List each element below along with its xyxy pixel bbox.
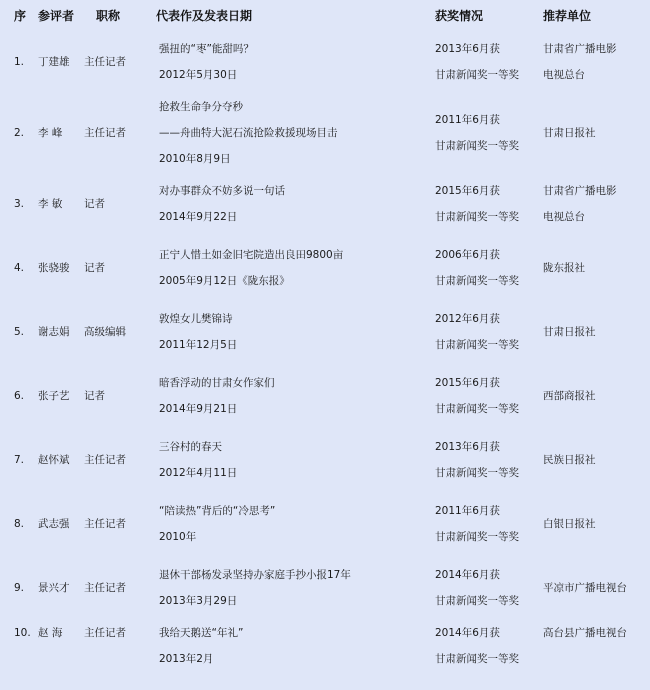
representative-work-line: ——舟曲特大泥石流抢险救援现场目击: [159, 127, 338, 139]
row-number: 4.: [14, 262, 25, 274]
header-job-title: 职称: [96, 8, 121, 23]
table-row: [0, 428, 650, 492]
job-title: 主任记者: [84, 127, 126, 139]
job-title: 主任记者: [84, 627, 126, 639]
recommending-unit-line: 陇东报社: [543, 262, 585, 274]
recommending-unit-line: 平凉市广播电视台: [543, 582, 627, 594]
award-info: [428, 556, 536, 620]
award-info-line: 甘肃新闻奖一等奖: [435, 403, 519, 415]
job-title: 记者: [84, 390, 105, 402]
job-title: 记者: [84, 198, 105, 210]
table-row: [0, 364, 650, 428]
representative-work-line: 正宁人惜土如金旧宅院造出良田9800亩: [159, 249, 344, 261]
recommending-unit-line: 甘肃省广播电影: [543, 43, 617, 55]
award-info: [428, 172, 536, 236]
recommending-unit: [536, 300, 650, 364]
row-number: 5.: [14, 326, 25, 338]
recommending-unit-line: 电视总台: [543, 211, 585, 223]
header-number: 序: [14, 8, 27, 23]
nominee-name: 丁建雄: [38, 56, 70, 68]
representative-work: [152, 172, 428, 236]
nominee-name: 赵 海: [38, 627, 63, 639]
award-info-line: 2014年6月获: [435, 569, 500, 581]
award-info-line: 甘肃新闻奖一等奖: [435, 211, 519, 223]
award-info: [428, 620, 536, 672]
table-row: [0, 620, 650, 672]
award-info-line: 2013年6月获: [435, 441, 500, 453]
recommending-unit-line: 白银日报社: [543, 518, 596, 530]
representative-work: [152, 556, 428, 620]
header-nominee: 参评者: [38, 8, 75, 23]
award-info: [428, 236, 536, 300]
award-info-line: 2011年6月获: [435, 114, 500, 126]
representative-work-line: 三谷村的春天: [159, 441, 222, 453]
nominee-name: 张骁骏: [38, 262, 70, 274]
nominee-name: 赵怀斌: [38, 454, 70, 466]
representative-work-line: 强扭的“枣”能甜吗？: [159, 43, 254, 55]
representative-work-line: 2012年4月11日: [159, 467, 238, 479]
award-info-line: 2011年6月获: [435, 505, 500, 517]
recommending-unit: [536, 620, 650, 672]
award-info-line: 2014年6月获: [435, 627, 500, 639]
award-info-line: 2015年6月获: [435, 185, 500, 197]
award-info-line: 2013年6月获: [435, 43, 500, 55]
table-header-row: [0, 0, 650, 30]
nominee-name: 谢志娟: [38, 326, 70, 338]
representative-work-line: 2013年3月29日: [159, 595, 238, 607]
representative-work: [152, 94, 428, 172]
recommending-unit-line: 民族日报社: [543, 454, 596, 466]
row-number: 1.: [14, 56, 25, 68]
recommending-unit-line: 西部商报社: [543, 390, 596, 402]
award-info-line: 2012年6月获: [435, 313, 500, 325]
table-row: [0, 94, 650, 172]
nominee-name: 景兴才: [38, 582, 70, 594]
job-title: 记者: [84, 262, 105, 274]
representative-work-line: 2013年2月: [159, 653, 214, 665]
award-info: [428, 30, 536, 94]
nominee-name: 武志强: [38, 518, 70, 530]
representative-work-line: 敦煌女儿樊锦诗: [159, 313, 233, 325]
recommending-unit: [536, 556, 650, 620]
representative-work-line: 对办事群众不妨多说一句话: [159, 185, 285, 197]
award-info-line: 甘肃新闻奖一等奖: [435, 595, 519, 607]
representative-work-line: 2012年5月30日: [159, 69, 238, 81]
award-info-line: 2006年6月获: [435, 249, 500, 261]
recommending-unit-line: 甘肃省广播电影: [543, 185, 617, 197]
representative-work: [152, 428, 428, 492]
job-title: 高级编辑: [84, 326, 126, 338]
row-number: 2.: [14, 127, 25, 139]
representative-work: [152, 492, 428, 556]
representative-work-line: 我给天鹅送“年礼”: [159, 627, 244, 639]
award-info-line: 甘肃新闻奖一等奖: [435, 467, 519, 479]
award-info-line: 甘肃新闻奖一等奖: [435, 339, 519, 351]
job-title: 主任记者: [84, 582, 126, 594]
row-number: 9.: [14, 582, 25, 594]
representative-work-line: 退休干部杨发录坚持办家庭手抄小报17年: [159, 569, 351, 581]
recommending-unit: [536, 236, 650, 300]
recommending-unit: [536, 172, 650, 236]
award-info-line: 甘肃新闻奖一等奖: [435, 653, 519, 665]
recommending-unit: [536, 94, 650, 172]
header-unit: 推荐单位: [543, 8, 592, 23]
award-info: [428, 428, 536, 492]
award-info-line: 甘肃新闻奖一等奖: [435, 69, 519, 81]
row-number: 3.: [14, 198, 25, 210]
row-number: 6.: [14, 390, 25, 402]
row-number: 7.: [14, 454, 25, 466]
representative-work-line: 暗香浮动的甘肃女作家们: [159, 377, 275, 389]
representative-work: [152, 30, 428, 94]
award-info: [428, 300, 536, 364]
recommending-unit-line: 电视总台: [543, 69, 585, 81]
row-number: 10.: [14, 627, 31, 639]
representative-work: [152, 620, 428, 672]
representative-work-line: 2011年12月5日: [159, 339, 238, 351]
award-info: [428, 364, 536, 428]
representative-work: [152, 364, 428, 428]
representative-work-line: 2010年: [159, 531, 197, 543]
award-info-line: 甘肃新闻奖一等奖: [435, 531, 519, 543]
recommending-unit-line: 甘肃日报社: [543, 127, 596, 139]
row-number: 8.: [14, 518, 25, 530]
table-row: [0, 556, 650, 620]
recommending-unit: [536, 30, 650, 94]
representative-work-line: 2014年9月22日: [159, 211, 238, 223]
representative-work-line: “陪读热”背后的“冷思考”: [159, 505, 276, 517]
header-work: 代表作及发表日期: [156, 8, 253, 23]
job-title: 主任记者: [84, 454, 126, 466]
award-info-line: 甘肃新闻奖一等奖: [435, 275, 519, 287]
header-award: 获奖情况: [435, 8, 484, 23]
representative-work-line: 2005年9月12日《陇东报》: [159, 275, 290, 287]
award-info-line: 2015年6月获: [435, 377, 500, 389]
nominee-name: 张子艺: [38, 390, 70, 402]
award-info-line: 甘肃新闻奖一等奖: [435, 140, 519, 152]
recommending-unit: [536, 364, 650, 428]
table-row: [0, 30, 650, 94]
representative-work: [152, 236, 428, 300]
table-row: [0, 236, 650, 300]
job-title: 主任记者: [84, 518, 126, 530]
representative-work-line: 抢救生命争分夺秒: [159, 101, 243, 113]
recommending-unit-line: 甘肃日报社: [543, 326, 596, 338]
table-row: [0, 172, 650, 236]
nominee-name: 李 峰: [38, 127, 63, 139]
award-info: [428, 492, 536, 556]
recommending-unit: [536, 492, 650, 556]
recommending-unit-line: 高台县广播电视台: [543, 627, 627, 639]
recommending-unit: [536, 428, 650, 492]
nominee-name: 李 敏: [38, 198, 63, 210]
table-row: [0, 300, 650, 364]
representative-work-line: 2014年9月21日: [159, 403, 238, 415]
award-info: [428, 94, 536, 172]
job-title: 主任记者: [84, 56, 126, 68]
representative-work: [152, 300, 428, 364]
table-row: [0, 492, 650, 556]
representative-work-line: 2010年8月9日: [159, 153, 231, 165]
